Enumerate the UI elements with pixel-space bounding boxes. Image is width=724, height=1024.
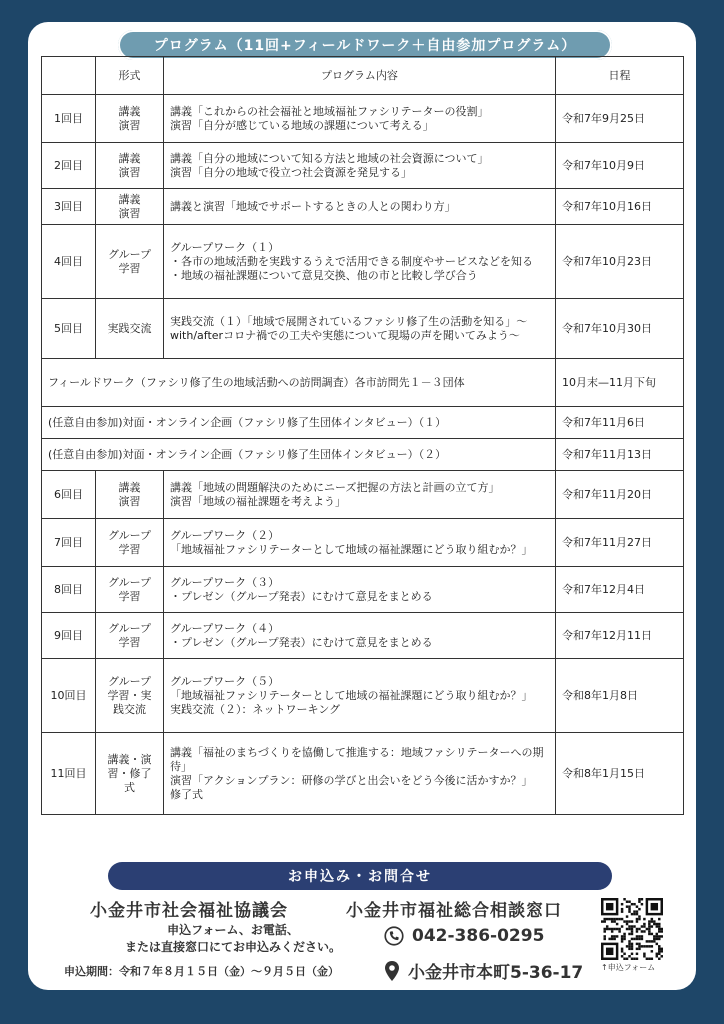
session-content	[164, 299, 556, 359]
table-header-row	[42, 57, 684, 95]
format-line: 習・修了	[107, 766, 152, 780]
address-contact	[384, 958, 583, 983]
session-content	[164, 733, 556, 815]
session-date: 令和7年11月6日	[556, 407, 684, 439]
session-date: 令和8年1月15日	[556, 733, 684, 815]
apply-instructions-line1: 申込フォーム、お電話、	[167, 923, 299, 937]
session-number: 8回目	[42, 567, 96, 613]
format-line: グループ	[107, 621, 152, 635]
session-content	[164, 613, 556, 659]
content-line: 演習「地域の福祉課題を考えよう」	[170, 494, 346, 508]
content-line: 講義「地域の問題解決のためにニーズ把握の方法と計画の立て方」	[170, 480, 500, 494]
session-date: 令和7年10月9日	[556, 143, 684, 189]
session-format	[96, 95, 164, 143]
col-header-content: プログラム内容	[164, 57, 556, 95]
content-line: グループワーク（４）	[170, 621, 280, 635]
content-line: ・各市の地域活動を実践するうえで活用できる制度やサービスなどを知る	[170, 254, 533, 268]
qr-caption: ↑申込フォーム	[601, 963, 656, 972]
format-line: 学習	[118, 542, 141, 556]
session-number: 5回目	[42, 299, 96, 359]
session-date: 令和7年9月25日	[556, 95, 684, 143]
program-table	[41, 56, 684, 815]
content-line: 実践交流（１）「地域で展開されているファシリ修了生の活動を知る」〜with/afterコロナ禍での工夫や実態について現場の声を聞いてみよう〜	[170, 314, 528, 342]
format-line: 演習	[118, 118, 141, 132]
session-format	[96, 471, 164, 519]
format-line: グループ	[107, 528, 152, 542]
session-date: 令和7年10月23日	[556, 225, 684, 299]
session-format	[96, 299, 164, 359]
table-row	[42, 95, 684, 143]
session-content	[164, 189, 556, 225]
row-span-content: (任意自由参加)対面・オンライン企画（ファシリ修了生団体インタビュー）（１）	[42, 407, 556, 439]
table-row	[42, 659, 684, 733]
table-row	[42, 733, 684, 815]
format-line: 演習	[118, 206, 141, 220]
session-format	[96, 189, 164, 225]
format-line: 学習	[118, 589, 141, 603]
table-row	[42, 519, 684, 567]
content-line: ・地域の福祉課題について意見交換、他の市と比較し学び合う	[170, 268, 478, 282]
content-line: ・プレゼン（グループ発表）にむけて意見をまとめる	[170, 635, 433, 649]
table-row	[42, 225, 684, 299]
format-line: 講義	[118, 480, 141, 494]
session-date: 令和7年11月13日	[556, 439, 684, 471]
format-line: 学習	[118, 261, 141, 275]
format-line: 学習・実	[107, 688, 152, 702]
table-row	[42, 407, 684, 439]
content-line: 演習「自分の地域で役立つ社会資源を発見する」	[170, 165, 412, 179]
phone-icon	[384, 926, 404, 946]
row-span-content: フィールドワーク（ファシリ修了生の地域活動への訪問調査）各市訪問先１－３団体	[42, 359, 556, 407]
session-content	[164, 225, 556, 299]
format-line: 学習	[118, 635, 141, 649]
session-date: 令和8年1月8日	[556, 659, 684, 733]
content-line: 修了式	[170, 787, 203, 801]
session-content	[164, 95, 556, 143]
session-number: 9回目	[42, 613, 96, 659]
session-number: 11回目	[42, 733, 96, 815]
session-number: 10回目	[42, 659, 96, 733]
content-line: 「地域福祉ファシリテーターとして地域の福祉課題にどう取り組むか？」	[170, 688, 533, 702]
session-format	[96, 659, 164, 733]
table-row	[42, 439, 684, 471]
session-format	[96, 613, 164, 659]
format-line: 講義・演	[107, 752, 152, 766]
content-line: グループワーク（５）	[170, 674, 280, 688]
format-line: 践交流	[113, 702, 146, 716]
qr-code[interactable]	[601, 898, 663, 960]
session-date: 令和7年10月16日	[556, 189, 684, 225]
session-date: 令和7年12月4日	[556, 567, 684, 613]
content-line: ・プレゼン（グループ発表）にむけて意見をまとめる	[170, 589, 433, 603]
col-header-no	[42, 57, 96, 95]
session-format	[96, 519, 164, 567]
session-format	[96, 143, 164, 189]
session-number: 4回目	[42, 225, 96, 299]
session-date: 令和7年10月30日	[556, 299, 684, 359]
col-header-date: 日程	[556, 57, 684, 95]
session-number: 3回目	[42, 189, 96, 225]
format-line: 講義	[118, 104, 141, 118]
format-line: 演習	[118, 494, 141, 508]
format-line: グループ	[107, 674, 152, 688]
location-pin-icon	[384, 960, 400, 982]
org-name-consultation: 小金井市福祉総合相談窓口	[346, 901, 562, 921]
apply-period: 申込期間：令和７年８月１５日（金）～９月５日（金）	[64, 965, 339, 978]
table-row	[42, 567, 684, 613]
address-text: 小金井市本町5-36-17	[408, 963, 584, 983]
content-line: 講義と演習「地域でサポートするときの人との関わり方」	[170, 199, 456, 213]
session-number: 1回目	[42, 95, 96, 143]
session-number: 2回目	[42, 143, 96, 189]
phone-number[interactable]: 042-386-0295	[412, 926, 545, 946]
content-line: 演習「自分が感じている地域の課題について考える」	[170, 118, 434, 132]
session-number: 6回目	[42, 471, 96, 519]
format-line: 講義	[118, 192, 141, 206]
content-line: 演習「アクションプラン：研修の学びと出会いをどう今後に活かすか？」	[170, 773, 533, 787]
table-row	[42, 143, 684, 189]
content-line: グループワーク（１）	[170, 240, 280, 254]
content-line: グループワーク（３）	[170, 575, 280, 589]
session-content	[164, 567, 556, 613]
session-format	[96, 567, 164, 613]
session-content	[164, 143, 556, 189]
apply-title: お申込み・お問合せ	[108, 862, 612, 890]
format-line: グループ	[107, 575, 152, 589]
session-content	[164, 519, 556, 567]
format-line: 演習	[118, 165, 141, 179]
content-line: 講義「これからの社会福祉と地域福祉ファシリテーターの役割」	[170, 104, 489, 118]
format-line: 式	[124, 780, 135, 794]
session-content	[164, 471, 556, 519]
session-date: 10月末—11月下旬	[556, 359, 684, 407]
format-line: 講義	[118, 151, 141, 165]
table-row	[42, 189, 684, 225]
org-name-council: 小金井市社会福祉協議会	[90, 901, 288, 921]
table-row	[42, 359, 684, 407]
format-line: グループ	[107, 247, 152, 261]
session-number: 7回目	[42, 519, 96, 567]
program-title: プログラム（11回+フィールドワーク＋自由参加プログラム）	[118, 30, 612, 60]
content-line: グループワーク（２）	[170, 528, 280, 542]
table-row	[42, 471, 684, 519]
session-date: 令和7年11月27日	[556, 519, 684, 567]
apply-instructions	[108, 922, 358, 956]
table-row	[42, 613, 684, 659]
apply-instructions-line2: または直接窓口にてお申込みください。	[124, 940, 341, 954]
session-date: 令和7年12月11日	[556, 613, 684, 659]
session-content	[164, 659, 556, 733]
table-row	[42, 299, 684, 359]
row-span-content: (任意自由参加)対面・オンライン企画（ファシリ修了生団体インタビュー）（２）	[42, 439, 556, 471]
session-date: 令和7年11月20日	[556, 471, 684, 519]
phone-contact[interactable]	[384, 926, 544, 946]
content-line: 「地域福祉ファシリテーターとして地域の福祉課題にどう取り組むか？」	[170, 542, 533, 556]
content-line: 講義「福祉のまちづくりを協働して推進する：地域ファシリテーターへの期待」	[170, 745, 544, 773]
session-format	[96, 733, 164, 815]
col-header-format: 形式	[96, 57, 164, 95]
session-format	[96, 225, 164, 299]
format-line: 実践交流	[107, 321, 152, 335]
content-line: 実践交流（２）：ネットワーキング	[170, 702, 341, 716]
content-line: 講義「自分の地域について知る方法と地域の社会資源について」	[170, 151, 489, 165]
